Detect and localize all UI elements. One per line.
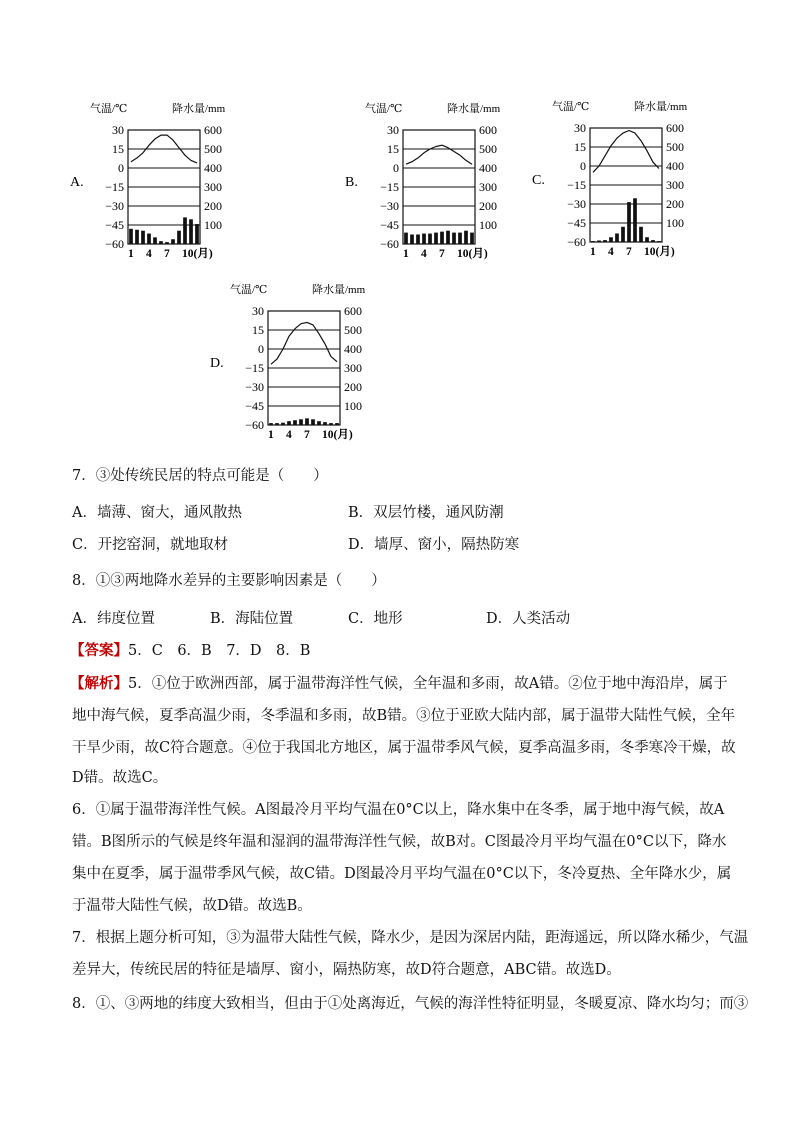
precip-bar xyxy=(141,231,145,244)
precip-tick-label: 200 xyxy=(204,199,222,213)
climate-chart-d xyxy=(208,279,366,444)
precip-tick-label: 200 xyxy=(479,199,497,213)
precip-bar xyxy=(440,232,444,244)
precip-bar xyxy=(615,233,619,242)
month-label: 1 xyxy=(268,429,274,441)
month-label: 10(月) xyxy=(457,248,488,260)
q7-option-c[interactable]: C．开挖窑洞，就地取材 xyxy=(72,537,229,553)
month-label: 4 xyxy=(286,429,292,441)
precip-tick-label: 200 xyxy=(666,197,684,211)
temp-tick-label: 30 xyxy=(112,123,124,137)
temperature-line xyxy=(406,145,472,164)
explanation-text: 5．①位于欧洲西部，属于温带海洋性气候，全年温和多雨，故A错。②位于地中海沿岸，属于 xyxy=(128,676,728,692)
precip-bar xyxy=(311,419,315,425)
month-label: 4 xyxy=(608,246,614,258)
precip-tick-label: 400 xyxy=(204,161,222,175)
explanation-line-1 xyxy=(70,674,728,694)
precip-tick-label: 200 xyxy=(344,380,362,394)
precip-bar xyxy=(633,198,637,242)
month-label: 10(月) xyxy=(182,248,213,260)
answer-tag: 【答案】 xyxy=(70,642,128,659)
temp-tick-label: −45 xyxy=(567,216,586,230)
option-label: B. xyxy=(345,175,358,190)
temp-tick-label: 30 xyxy=(387,123,399,137)
precip-tick-label: 600 xyxy=(666,121,684,135)
precip-bar xyxy=(591,241,595,242)
q8-option-d[interactable]: D．人类活动 xyxy=(486,611,571,627)
precip-bar xyxy=(275,423,279,425)
q8-stem: 8．①③两地降水差异的主要影响因素是（ ） xyxy=(72,573,386,589)
explanation-line-4: D错。故选C。 xyxy=(72,770,168,786)
temp-axis-label: 气温/℃ xyxy=(552,101,590,113)
precip-bar xyxy=(446,231,450,244)
precip-tick-label: 300 xyxy=(479,180,497,194)
precip-tick-label: 500 xyxy=(479,142,497,156)
temp-axis-label: 气温/℃ xyxy=(365,103,403,115)
q7-option-d[interactable]: D．墙厚、窗小，隔热防寒 xyxy=(348,537,520,553)
option-label: D. xyxy=(210,356,224,371)
climate-chart-d-svg xyxy=(208,279,366,444)
temperature-line xyxy=(271,322,337,364)
precip-bar xyxy=(189,219,193,244)
month-label: 4 xyxy=(146,248,152,260)
precip-bar xyxy=(651,240,655,242)
temp-tick-label: 30 xyxy=(574,121,586,135)
temp-tick-label: −15 xyxy=(105,180,124,194)
q7-option-a[interactable]: A．墙薄、窗大，通风散热 xyxy=(72,505,242,521)
precip-bar xyxy=(621,227,625,242)
precip-bar xyxy=(422,234,426,244)
precip-tick-label: 300 xyxy=(204,180,222,194)
explanation-line-7: 集中在夏季，属于温带季风气候，故C错。D图最冷月平均气温在0°C以下，冬冷夏热、全年降水少，属 xyxy=(72,866,732,882)
precip-bar xyxy=(177,231,181,244)
q8-option-b[interactable]: B．海陆位置 xyxy=(210,611,294,627)
precip-tick-label: 600 xyxy=(344,304,362,318)
precip-bar xyxy=(470,233,474,244)
precip-bar xyxy=(416,235,420,245)
precip-bar xyxy=(464,231,468,244)
precip-bar xyxy=(657,241,661,242)
q8-option-c[interactable]: C．地形 xyxy=(348,611,403,627)
temp-tick-label: 30 xyxy=(252,304,264,318)
month-label: 1 xyxy=(590,246,596,258)
explanation-line-2: 地中海气候，夏季高温少雨，冬季温和多雨，故B错。③位于亚欧大陆内部，属于温带大陆性气候，全年 xyxy=(72,708,736,724)
precip-bar xyxy=(165,242,169,244)
temp-tick-label: −30 xyxy=(380,199,399,213)
q8-option-a[interactable]: A．纬度位置 xyxy=(72,611,155,627)
precip-axis-label: 降水量/mm xyxy=(312,284,366,296)
month-label: 1 xyxy=(403,248,409,260)
month-label: 4 xyxy=(421,248,427,260)
explanation-line-9: 7．根据上题分析可知，③为温带大陆性气候，降水少，是因为深居内陆，距海遥远，所以降水稀少，气温 xyxy=(72,930,749,946)
answer-line xyxy=(70,641,310,661)
q7-stem: 7．③处传统民居的特点可能是（ ） xyxy=(72,468,328,484)
temp-tick-label: −15 xyxy=(380,180,399,194)
precip-tick-label: 400 xyxy=(666,159,684,173)
precip-bar xyxy=(129,229,133,244)
explanation-line-10: 差异大，传统民居的特征是墙厚、窗小，隔热防寒，故D符合题意，ABC错。故选D。 xyxy=(72,962,621,978)
precip-tick-label: 400 xyxy=(479,161,497,175)
precip-bar xyxy=(597,240,601,242)
answer-text: 5．C 6．B 7．D 8．B xyxy=(128,643,311,659)
temp-tick-label: −60 xyxy=(245,418,264,432)
temp-axis-label: 气温/℃ xyxy=(230,284,268,296)
explanation-line-11: 8．①、③两地的纬度大致相当，但由于①处离海近，气候的海洋性特征明显，冬暖夏凉、降水均匀；而③ xyxy=(72,996,749,1012)
precip-tick-label: 300 xyxy=(344,361,362,375)
precip-bar xyxy=(287,421,291,425)
q7-option-b[interactable]: B．双层竹楼，通风防潮 xyxy=(348,505,504,521)
explanation-line-5: 6．①属于温带海洋性气候。A图最冷月平均气温在0°C以上，降水集中在冬季，属于地中海气候，故A xyxy=(72,802,725,818)
precip-bar xyxy=(603,240,607,242)
precip-bar xyxy=(153,237,157,244)
precip-tick-label: 100 xyxy=(204,218,222,232)
precip-bar xyxy=(195,224,199,244)
temp-tick-label: 15 xyxy=(574,140,586,154)
precip-bar xyxy=(335,423,339,425)
temp-tick-label: 0 xyxy=(580,159,586,173)
precip-tick-label: 500 xyxy=(666,140,684,154)
precip-bar xyxy=(183,217,187,244)
precip-bar xyxy=(639,227,643,242)
temp-tick-label: 15 xyxy=(252,323,264,337)
option-label: A. xyxy=(70,175,84,190)
precip-bar xyxy=(645,237,649,242)
climate-chart-c-svg xyxy=(530,96,688,261)
temp-tick-label: −60 xyxy=(567,235,586,249)
precip-bar xyxy=(293,420,297,425)
precip-tick-label: 300 xyxy=(666,178,684,192)
option-label: C. xyxy=(532,173,545,188)
precip-bar xyxy=(452,233,456,244)
temp-tick-label: −30 xyxy=(567,197,586,211)
temp-tick-label: −60 xyxy=(105,237,124,251)
precip-bar xyxy=(299,419,303,425)
precip-bar xyxy=(269,423,273,425)
precip-bar xyxy=(410,235,414,245)
climate-chart-a xyxy=(68,98,226,263)
precip-bar xyxy=(147,234,151,244)
precip-bar xyxy=(281,423,285,425)
precip-tick-label: 600 xyxy=(204,123,222,137)
explanation-line-8: 于温带大陆性气候，故D错。故选B。 xyxy=(72,898,312,914)
temp-tick-label: 15 xyxy=(387,142,399,156)
month-label: 10(月) xyxy=(322,429,353,441)
precip-axis-label: 降水量/mm xyxy=(447,103,501,115)
precip-bar xyxy=(305,418,309,425)
month-label: 7 xyxy=(164,248,170,260)
temp-tick-label: −45 xyxy=(245,399,264,413)
month-label: 10(月) xyxy=(644,246,675,258)
temp-tick-label: −15 xyxy=(567,178,586,192)
climate-chart-c xyxy=(530,96,688,261)
precip-bar xyxy=(458,233,462,244)
temp-tick-label: −30 xyxy=(245,380,264,394)
precip-tick-label: 500 xyxy=(204,142,222,156)
temp-tick-label: 0 xyxy=(258,342,264,356)
precip-bar xyxy=(404,233,408,244)
precip-tick-label: 600 xyxy=(479,123,497,137)
temp-tick-label: −15 xyxy=(245,361,264,375)
temp-tick-label: −45 xyxy=(380,218,399,232)
temp-tick-label: −45 xyxy=(105,218,124,232)
precip-tick-label: 400 xyxy=(344,342,362,356)
precip-bar xyxy=(428,234,432,244)
precip-bar xyxy=(609,237,613,242)
precip-bar xyxy=(159,241,163,244)
precip-bar xyxy=(434,233,438,244)
temp-tick-label: 0 xyxy=(393,161,399,175)
month-label: 7 xyxy=(439,248,445,260)
precip-bar xyxy=(317,421,321,425)
temp-tick-label: 15 xyxy=(112,142,124,156)
climate-chart-b xyxy=(343,98,501,263)
precip-axis-label: 降水量/mm xyxy=(634,101,688,113)
precip-tick-label: 100 xyxy=(479,218,497,232)
temp-tick-label: −60 xyxy=(380,237,399,251)
precip-tick-label: 100 xyxy=(344,399,362,413)
explanation-tag: 【解析】 xyxy=(70,675,128,692)
temp-axis-label: 气温/℃ xyxy=(90,103,128,115)
climate-chart-b-svg xyxy=(343,98,501,263)
month-label: 1 xyxy=(128,248,134,260)
temp-tick-label: 0 xyxy=(118,161,124,175)
precip-bar xyxy=(627,202,631,242)
month-label: 7 xyxy=(304,429,310,441)
temp-tick-label: −30 xyxy=(105,199,124,213)
month-label: 7 xyxy=(626,246,632,258)
explanation-line-3: 干旱少雨，故C符合题意。④位于我国北方地区，属于温带季风气候，夏季高温多雨，冬季寒冷干燥，故 xyxy=(72,740,736,756)
precip-tick-label: 500 xyxy=(344,323,362,337)
precip-bar xyxy=(135,230,139,244)
precip-tick-label: 100 xyxy=(666,216,684,230)
climate-chart-a-svg xyxy=(68,98,226,263)
precip-bar xyxy=(329,423,333,425)
precip-bar xyxy=(323,422,327,425)
precip-bar xyxy=(171,239,175,244)
explanation-line-6: 错。B图所示的气候是终年温和湿润的温带海洋性气候，故B对。C图最冷月平均气温在0°C以下，降水 xyxy=(72,834,727,850)
precip-axis-label: 降水量/mm xyxy=(172,103,226,115)
